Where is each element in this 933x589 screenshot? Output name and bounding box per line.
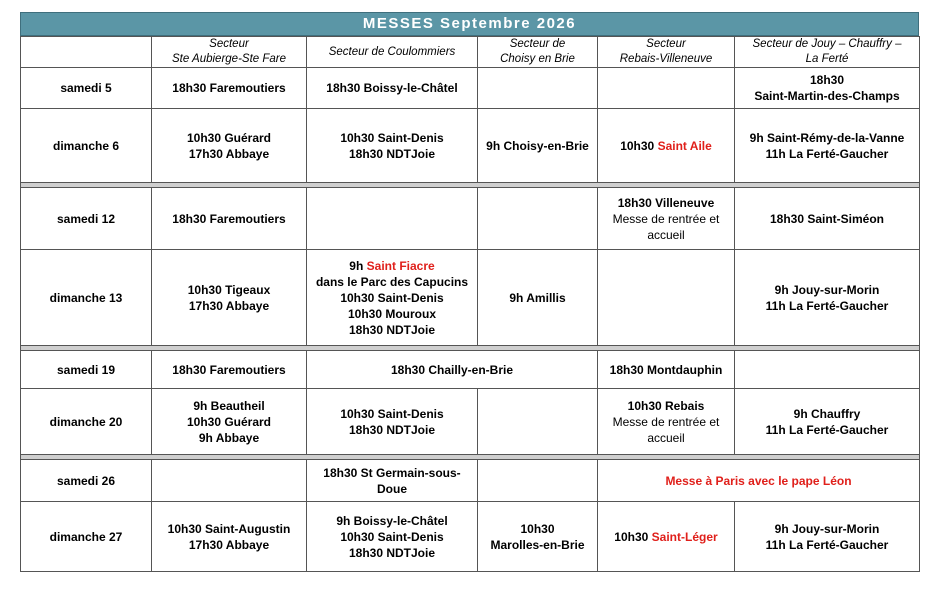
cell-line: 9h Beautheil (193, 398, 265, 413)
header-text: Secteur (646, 38, 686, 50)
cell-line: 9h Boissy-le-Châtel (336, 513, 448, 528)
day-cell: samedi 12 (21, 188, 152, 250)
page-title: MESSES Septembre 2026 (20, 12, 919, 36)
cell-coulommiers (307, 188, 478, 250)
cell-time: 9h (349, 258, 364, 273)
day-cell: samedi 26 (21, 460, 152, 502)
cell-jouy: 18h30 Saint-Siméon (735, 188, 920, 250)
cell-coulommiers: 18h30 St Germain-sous-Doue (307, 460, 478, 502)
table-row (21, 389, 920, 455)
cell-line: 10h30 Rebais (627, 398, 705, 413)
cell-line: 10h30 Tigeaux (187, 282, 271, 297)
cell-line: 11h La Ferté-Gaucher (765, 422, 889, 437)
cell-jouy (735, 109, 920, 183)
cell-line: 10h30 Saint-Augustin (167, 521, 291, 536)
table-row (21, 109, 920, 183)
header-sector-choisy (478, 37, 598, 68)
header-text: Secteur de Coulommiers (328, 45, 456, 58)
cell-aubierge (152, 109, 307, 183)
cell-line: 18h30 NDTJoie (348, 545, 436, 560)
cell-jouy (735, 68, 920, 109)
cell-line: 18h30 NDTJoie (348, 322, 436, 337)
cell-line: 18h30 NDTJoie (348, 422, 436, 437)
cell-aubierge: 18h30 Faremoutiers (152, 188, 307, 250)
cell-line: 11h La Ferté-Gaucher (765, 146, 889, 161)
cell-rebais (598, 68, 735, 109)
day-cell: dimanche 20 (21, 389, 152, 455)
cell-time: 10h30 (614, 529, 649, 544)
table-row (21, 460, 920, 502)
cell-line: 9h Jouy-sur-Morin (774, 521, 880, 536)
day-cell: dimanche 13 (21, 250, 152, 346)
cell-coulommiers (307, 250, 478, 346)
table-row (21, 250, 920, 346)
cell-choisy (478, 68, 598, 109)
cell-coulommiers (307, 389, 478, 455)
cell-line: Messe de rentrée et (612, 414, 720, 429)
cell-line: 10h30 Saint-Denis (340, 130, 444, 145)
cell-line: 9h Saint-Rémy-de-la-Vanne (749, 130, 905, 145)
cell-rebais-jouy-highlight: Messe à Paris avec le pape Léon (598, 460, 920, 502)
cell-rebais (598, 109, 735, 183)
cell-time: 10h30 (620, 138, 655, 153)
header-text: Secteur de Jouy – Chauffry – (752, 38, 902, 50)
day-cell: samedi 5 (21, 68, 152, 109)
cell-line: 11h La Ferté-Gaucher (765, 298, 889, 313)
header-text: La Ferté (805, 53, 849, 65)
cell-line: dans le Parc des Capucins (315, 274, 469, 289)
header-row (21, 37, 920, 68)
cell-line: 10h30 Guérard (186, 414, 272, 429)
header-text: Rebais-Villeneuve (619, 53, 713, 65)
day-cell: dimanche 6 (21, 109, 152, 183)
cell-aubierge (152, 502, 307, 572)
cell-line (309, 258, 475, 274)
header-text: Secteur (209, 38, 249, 50)
cell-jouy (735, 389, 920, 455)
table-row (21, 502, 920, 572)
header-day-column (21, 37, 152, 68)
header-sector-jouy (735, 37, 920, 68)
cell-place-highlight: Saint Aile (657, 138, 712, 153)
cell-choisy (478, 188, 598, 250)
cell-aubierge (152, 250, 307, 346)
header-sector-rebais (598, 37, 735, 68)
cell-line: 10h30 Saint-Denis (340, 529, 444, 544)
cell-line: 18h30 NDTJoie (348, 146, 436, 161)
cell-line: 10h30 Mouroux (347, 306, 437, 321)
cell-rebais (598, 250, 735, 346)
cell-line: 9h Jouy-sur-Morin (774, 282, 880, 297)
cell-aubierge (152, 389, 307, 455)
schedule-document (20, 12, 919, 572)
table-row (21, 188, 920, 250)
cell-line: accueil (647, 227, 685, 242)
cell-place-highlight: Saint Fiacre (366, 258, 435, 273)
cell-choisy (478, 502, 598, 572)
cell-jouy (735, 351, 920, 389)
cell-choisy (478, 460, 598, 502)
table-row (21, 351, 920, 389)
mass-schedule-table (20, 36, 920, 572)
cell-aubierge: 18h30 Faremoutiers (152, 68, 307, 109)
cell-line: 10h30 Saint-Denis (340, 406, 444, 421)
table-row (21, 68, 920, 109)
cell-line: 10h30 Guérard (186, 130, 272, 145)
cell-line: 11h La Ferté-Gaucher (765, 537, 889, 552)
cell-choisy: 9h Choisy-en-Brie (478, 109, 598, 183)
cell-jouy (735, 502, 920, 572)
cell-line: 10h30 Saint-Denis (340, 290, 444, 305)
cell-choisy: 9h Amillis (478, 250, 598, 346)
cell-line: 17h30 Abbaye (188, 298, 270, 313)
cell-jouy (735, 250, 920, 346)
cell-coulommiers (307, 109, 478, 183)
header-sector-aubierge (152, 37, 307, 68)
cell-line: 9h Chauffry (793, 406, 861, 421)
cell-line: accueil (647, 430, 685, 445)
cell-line: Messe de rentrée et (612, 211, 720, 226)
cell-line: 17h30 Abbaye (188, 537, 270, 552)
day-cell: samedi 19 (21, 351, 152, 389)
cell-aubierge (152, 460, 307, 502)
header-text: Choisy en Brie (500, 53, 575, 65)
header-text: Secteur de (509, 38, 566, 50)
cell-line: 10h30 (520, 521, 555, 536)
cell-line: 9h Abbaye (198, 430, 260, 445)
cell-line: 17h30 Abbaye (188, 146, 270, 161)
cell-coulommiers-choisy: 18h30 Chailly-en-Brie (307, 351, 598, 389)
header-sector-coulommiers (307, 37, 478, 68)
cell-coulommiers (307, 502, 478, 572)
cell-aubierge: 18h30 Faremoutiers (152, 351, 307, 389)
cell-coulommiers: 18h30 Boissy-le-Châtel (307, 68, 478, 109)
cell-line: Saint-Martin-des-Champs (754, 89, 900, 103)
cell-place-highlight: Saint-Léger (651, 529, 718, 544)
cell-line: 18h30 Villeneuve (617, 195, 715, 210)
day-cell: dimanche 27 (21, 502, 152, 572)
cell-rebais (598, 389, 735, 455)
cell-choisy (478, 389, 598, 455)
cell-line: Marolles-en-Brie (490, 537, 585, 552)
cell-rebais (598, 502, 735, 572)
cell-rebais: 18h30 Montdauphin (598, 351, 735, 389)
header-text: Ste Aubierge-Ste Fare (172, 53, 286, 65)
cell-rebais (598, 188, 735, 250)
cell-line: 18h30 (809, 73, 845, 87)
